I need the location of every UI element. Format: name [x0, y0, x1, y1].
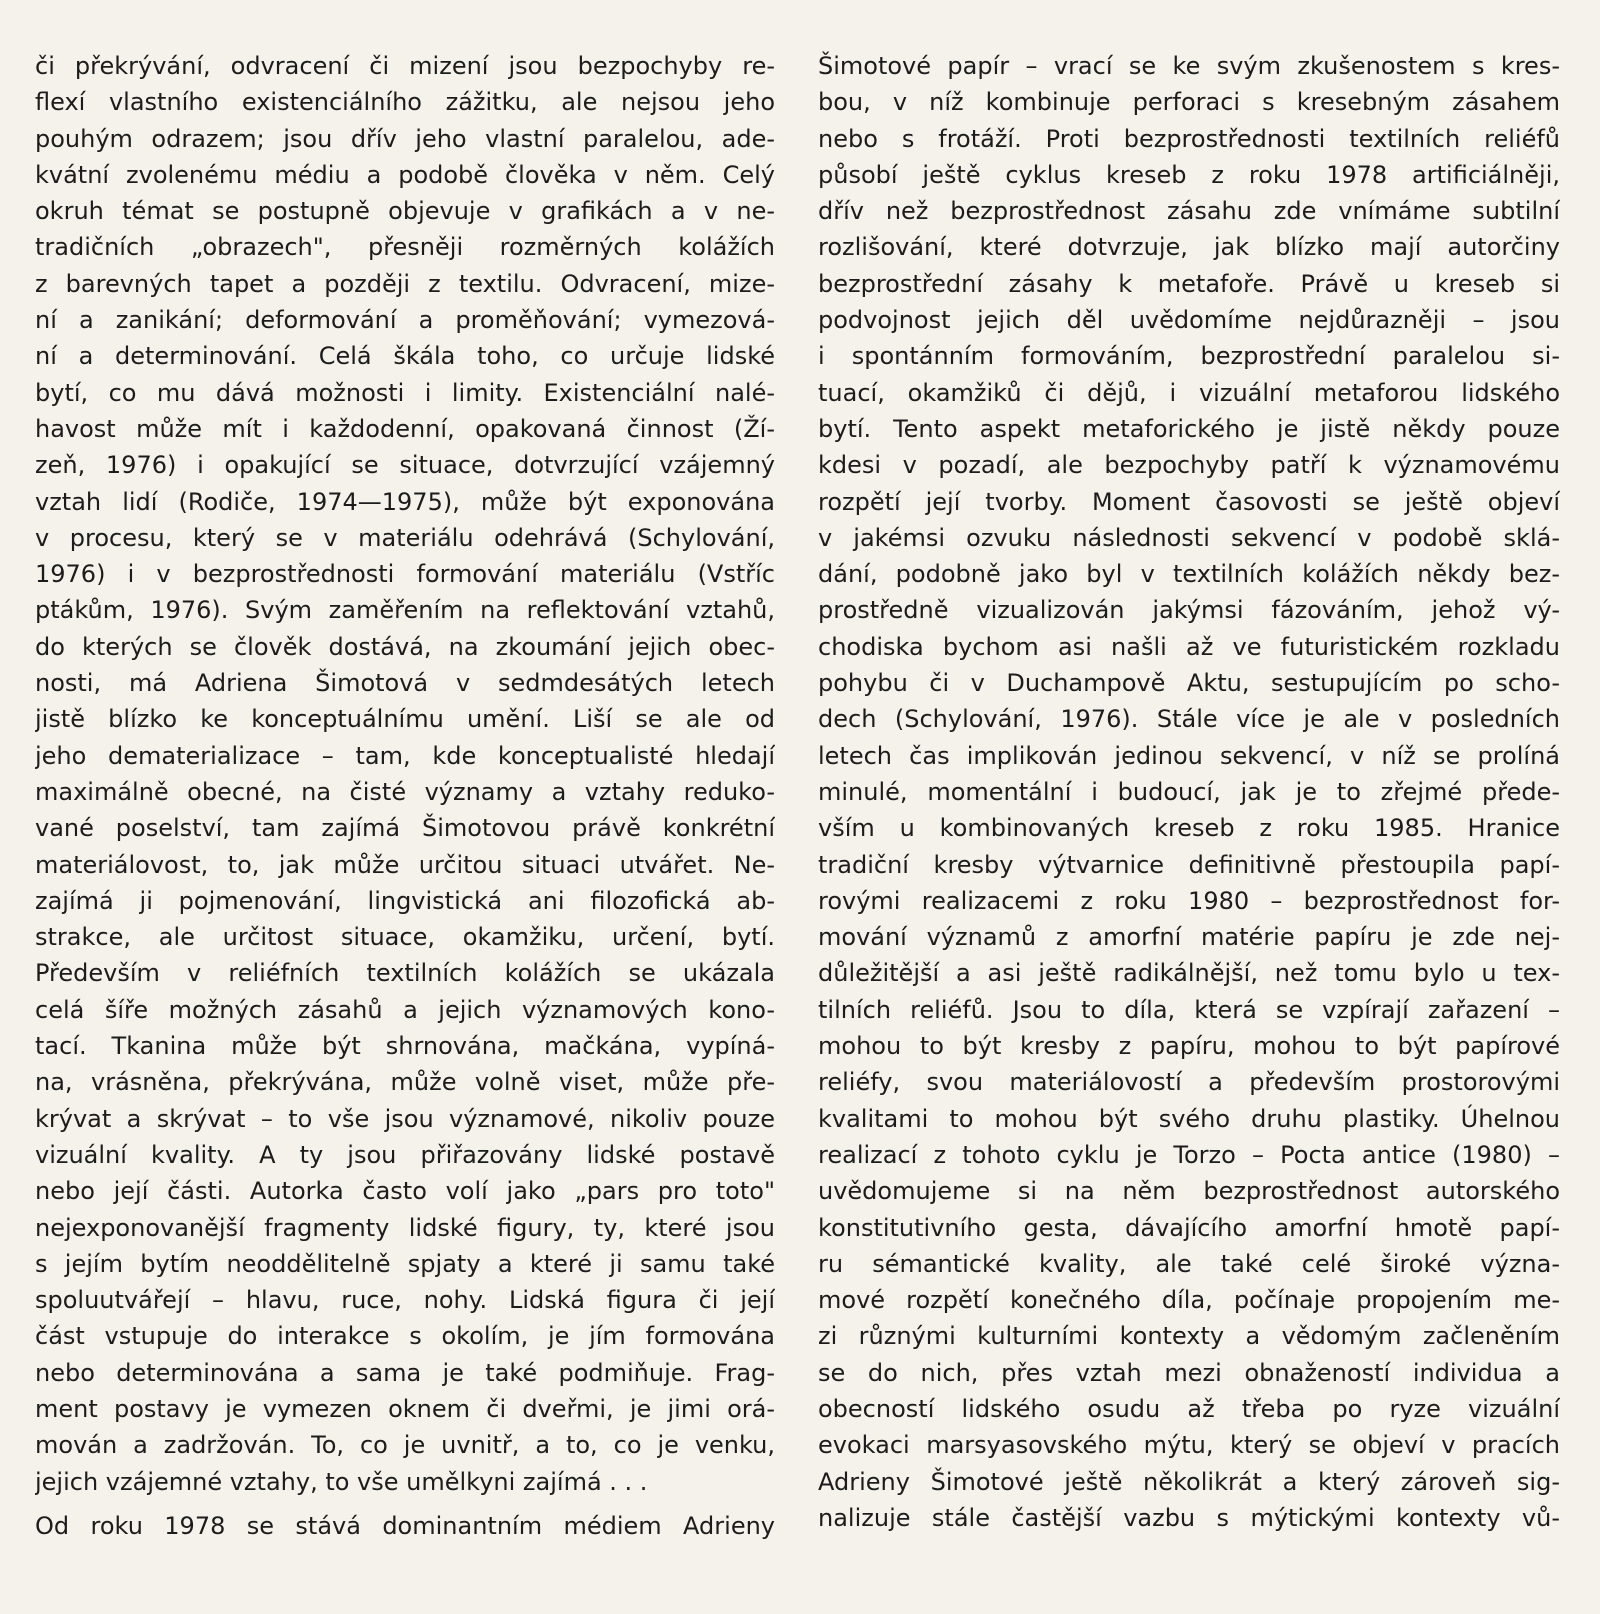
text-line: nosti, má Adriena Šimotová v sedmdesátých letech [35, 669, 775, 698]
text-line: materiálovost, to, jak může určitou situaci utvářet. Ne- [35, 850, 775, 879]
text-line: tradiční kresby výtvarnice definitivně přestoupila papí- [818, 850, 1560, 879]
paragraph [35, 1508, 775, 1544]
text-line: zajímá ji pojmenování, lingvistická ani filozofická ab- [35, 886, 775, 915]
left-text-column [35, 48, 775, 1544]
text-line: krývat a skrývat – to vše jsou významové, nikoliv pouze [35, 1104, 775, 1133]
text-line: s jejím bytím neoddělitelně spjaty a které ji samu také [35, 1249, 775, 1278]
text-line: strakce, ale určitost situace, okamžiku, určení, bytí. [35, 923, 775, 952]
right-text-column [818, 48, 1560, 1536]
text-line: nebo s frotáží. Proti bezprostřednosti textilních reliéfů [818, 124, 1560, 153]
text-line: mohou to být kresby z papíru, mohou to být papírové [818, 1032, 1560, 1061]
text-line: rozlišování, které dotvrzuje, jak blízko mají autorčiny [818, 233, 1560, 262]
text-line: jeho dematerializace – tam, kde konceptualisté hledají [35, 741, 775, 770]
paragraph-gap [35, 1500, 775, 1508]
text-line: okruh témat se postupně objevuje v grafikách a v ne- [35, 197, 775, 226]
text-line: jejich vzájemné vztahy, to vše umělkyni zajímá . . . [35, 1467, 648, 1496]
text-line: pouhým odrazem; jsou dřív jeho vlastní paralelou, ade- [35, 124, 775, 153]
text-line: v jakémsi ozvuku následnosti sekvencí v podobě sklá- [818, 523, 1560, 552]
text-line: nebo její části. Autorka často volí jako „pars pro toto" [35, 1177, 775, 1206]
text-line: i spontánním formováním, bezprostřední paralelou si- [818, 342, 1560, 371]
text-line: vané poselství, tam zajímá Šimotovou právě konkrétní [35, 814, 775, 843]
text-line: 1976) i v bezprostřednosti formování materiálu (Vstříc [35, 560, 775, 589]
text-line: tuací, okamžiků či dějů, i vizuální metaforou lidského [818, 378, 1560, 407]
text-line: v procesu, který se v materiálu odehrává (Schylování, [35, 523, 775, 552]
text-line: maximálně obecné, na čisté významy a vztahy reduko- [35, 777, 775, 806]
text-line: bezprostřední zásahy k metafoře. Právě u kreseb si [818, 269, 1560, 298]
text-line: na, vrásněna, překrývána, může volně viset, může pře- [35, 1068, 775, 1097]
text-line: chodiska bychom asi našli až ve futuristickém rozkladu [818, 632, 1560, 661]
text-line: do kterých se člověk dostává, na zkoumání jejich obec- [35, 632, 775, 661]
text-line: zi různými kulturními kontexty a vědomým začleněním [818, 1322, 1560, 1351]
text-line: minulé, momentální i budoucí, jak je to zřejmé přede- [818, 777, 1560, 806]
text-line: flexí vlastního existenciálního zážitku, ale nejsou jeho [35, 88, 775, 117]
text-line: kdesi v pozadí, ale bezpochyby patří k významovému [818, 451, 1560, 480]
text-line: bytí, co mu dává možnosti i limity. Existenciální nalé- [35, 378, 775, 407]
text-line: nalizuje stále častější vazbu s mýtickými kontexty vů- [818, 1503, 1560, 1532]
text-line: ní a determinování. Celá škála toho, co určuje lidské [35, 342, 775, 371]
text-line: bou, v níž kombinuje perforaci s kresebným zásahem [818, 88, 1560, 117]
text-line: dání, podobně jako byl v textilních kolážích někdy bez- [818, 560, 1560, 589]
text-line: kvalitami to mohou být svého druhu plastiky. Úhelnou [818, 1104, 1560, 1133]
text-line: mování významů z amorfní matérie papíru je zde nej- [818, 923, 1560, 952]
text-line: Šimotové papír – vrací se ke svým zkušenostem s kres- [818, 52, 1560, 80]
text-line: ment postavy je vymezen oknem či dveřmi, je jimi orá- [35, 1394, 775, 1423]
text-line: jistě blízko ke konceptuálnímu umění. Liší se ale od [35, 705, 775, 734]
text-line: vizuální kvality. A ty jsou přiřazovány lidské postavě [35, 1140, 775, 1169]
text-line: rovými realizacemi z roku 1980 – bezprostřednost for- [818, 886, 1560, 915]
text-line: tradičních „obrazech", přesněji rozměrných kolážích [35, 233, 775, 262]
paragraph [35, 48, 775, 1500]
text-line: mován a zadržován. To, co je uvnitř, a to, co je venku, [35, 1431, 775, 1460]
paragraph [818, 48, 1560, 1536]
text-line: působí ještě cyklus kreseb z roku 1978 artificiálněji, [818, 160, 1560, 189]
text-line: ptákům, 1976). Svým zaměřením na reflektování vztahů, [35, 596, 775, 625]
text-line: mové rozpětí konečného díla, počínaje propojením me- [818, 1286, 1560, 1315]
text-line: tací. Tkanina může být shrnována, mačkána, vypíná- [35, 1032, 775, 1061]
text-line: tilních reliéfů. Jsou to díla, která se vzpírají zařazení – [818, 995, 1560, 1024]
text-line: pohybu či v Duchampově Aktu, sestupujícím po scho- [818, 669, 1560, 698]
text-line: dech (Schylování, 1976). Stále více je ale v posledních [818, 705, 1560, 734]
text-line: či překrývání, odvracení či mizení jsou bezpochyby re- [35, 52, 775, 80]
text-line: z barevných tapet a později z textilu. Odvracení, mize- [35, 269, 775, 298]
text-line: podvojnost jejich děl uvědomíme nejdůrazněji – jsou [818, 306, 1560, 335]
text-line: důležitější a asi ještě radikálnější, než tomu bylo u tex- [818, 959, 1560, 988]
text-line: nebo determinována a sama je také podmiňuje. Frag- [35, 1358, 775, 1387]
text-line: Od roku 1978 se stává dominantním médiem Adrieny [35, 1511, 775, 1540]
text-line: zeň, 1976) i opakující se situace, dotvrzující vzájemný [35, 451, 775, 480]
text-line: letech čas implikován jedinou sekvencí, v níž se prolíná [818, 741, 1560, 770]
text-line: část vstupuje do interakce s okolím, je jím formována [35, 1322, 775, 1351]
text-line: vším u kombinovaných kreseb z roku 1985. Hranice [818, 814, 1560, 843]
text-line: uvědomujeme si na něm bezprostřednost autorského [818, 1177, 1560, 1206]
text-line: Především v reliéfních textilních kolážích se ukázala [35, 959, 775, 988]
text-line: vztah lidí (Rodiče, 1974—1975), může být exponována [35, 487, 775, 516]
text-line: celá šíře možných zásahů a jejich významových kono- [35, 995, 775, 1024]
text-line: bytí. Tento aspekt metaforického je jistě někdy pouze [818, 414, 1560, 443]
text-line: evokaci marsyasovského mýtu, který se objeví v pracích [818, 1431, 1560, 1460]
text-line: havost může mít i každodenní, opakovaná činnost (Ží- [35, 414, 775, 443]
text-line: prostředně vizualizován jakýmsi fázováním, jehož vý- [818, 596, 1560, 625]
text-line: Adrieny Šimotové ještě několikrát a který zároveň sig- [818, 1467, 1560, 1496]
text-line: rozpětí její tvorby. Moment časovosti se ještě objeví [818, 487, 1560, 516]
text-line: ru sémantické kvality, ale také celé široké význa- [818, 1249, 1560, 1278]
text-line: obecností lidského osudu až třeba po ryze vizuální [818, 1394, 1560, 1423]
text-line: nejexponovanější fragmenty lidské figury, ty, které jsou [35, 1213, 775, 1242]
text-line: kvátní zvolenému médiu a podobě člověka v něm. Celý [35, 160, 775, 189]
text-line: ní a zanikání; deformování a proměňování; vymezová- [35, 306, 775, 335]
text-line: dřív než bezprostřednost zásahu zde vnímáme subtilní [818, 197, 1560, 226]
text-line: se do nich, přes vztah mezi obnažeností individua a [818, 1358, 1560, 1387]
text-line: konstitutivního gesta, dávajícího amorfní hmotě papí- [818, 1213, 1560, 1242]
text-line: reliéfy, svou materiálovostí a především prostorovými [818, 1068, 1560, 1097]
text-line: realizací z tohoto cyklu je Torzo – Pocta antice (1980) – [818, 1140, 1560, 1169]
text-line: spoluutvářejí – hlavu, ruce, nohy. Lidská figura či její [35, 1286, 775, 1315]
